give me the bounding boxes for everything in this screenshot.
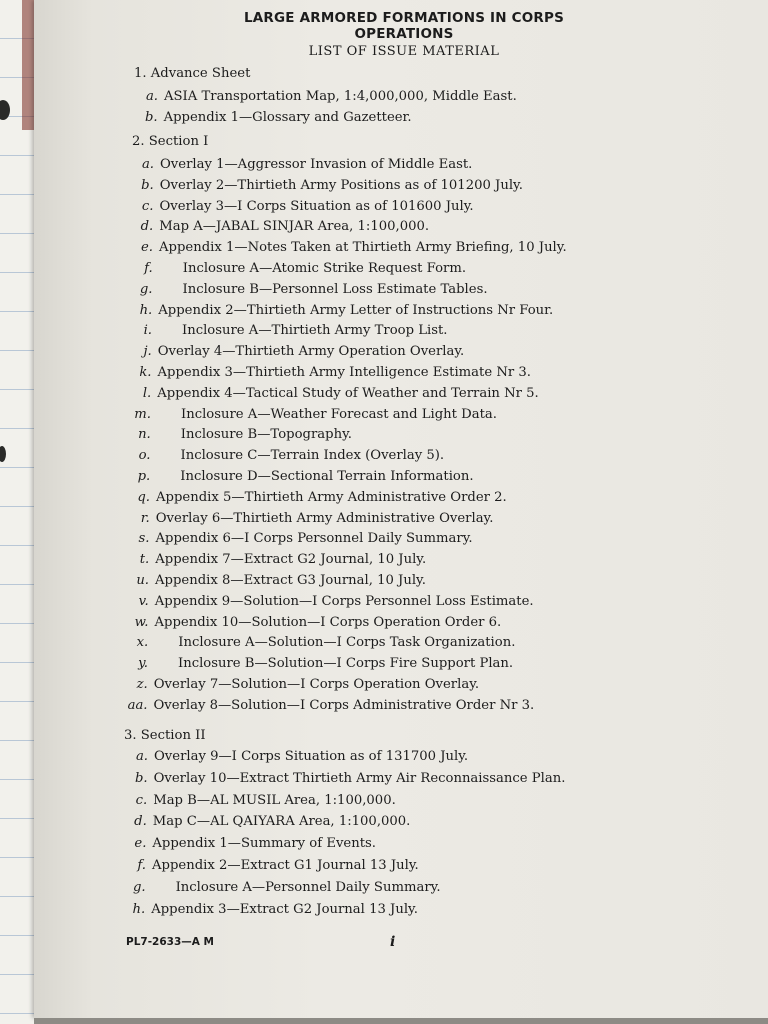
item-letter: b. — [141, 177, 154, 193]
item-text: Overlay 2—Thirtieth Army Positions as of 101200 July. — [159, 177, 523, 193]
binder-hole — [0, 446, 6, 462]
item-letter: c. — [141, 198, 154, 214]
item-text: Map B—AL MUSIL Area, 1:100,000. — [153, 792, 396, 808]
item-letter: d. — [140, 219, 154, 235]
list-item — [126, 635, 515, 650]
page-heading: LARGE ARMORED FORMATIONS IN CORPS OPERATIONS — [243, 10, 565, 42]
item-letter: z. — [136, 677, 148, 692]
item-letter: g. — [132, 879, 146, 895]
list-item — [132, 199, 474, 214]
list-item — [126, 698, 535, 713]
item-text: Overlay 4—Thirtieth Army Operation Overlay. — [157, 344, 465, 360]
item-text: Inclosure C—Terrain Index (Overlay 5). — [180, 448, 445, 464]
item-text: Inclosure B—Topography. — [180, 427, 352, 443]
item-text: Inclosure A—Personnel Daily Summary. — [175, 879, 441, 895]
item-text: Map A—JABAL SINJAR Area, 1:100,000. — [159, 219, 430, 235]
item-text: Appendix 9—Solution—I Corps Personnel Loss Estimate. — [154, 593, 534, 609]
item-letter: h. — [132, 901, 146, 917]
item-text: Appendix 8—Extract G3 Journal, 10 July. — [155, 573, 426, 588]
list-item — [130, 323, 447, 338]
item-text: Appendix 1—Summary of Events. — [152, 836, 376, 852]
list-item — [131, 261, 466, 276]
item-text: Appendix 3—Thirtieth Army Intelligence Estimate Nr 3. — [157, 365, 531, 380]
item-letter: i. — [143, 323, 152, 339]
list-item — [123, 902, 418, 917]
list-item — [125, 793, 396, 808]
item-text: Inclosure A—Atomic Strike Request Form. — [182, 261, 467, 276]
page-subheading: LIST OF ISSUE MATERIAL — [308, 44, 500, 59]
item-text: Inclosure A—Solution—I Corps Task Organization. — [178, 635, 516, 651]
list-item — [131, 219, 429, 234]
document-code: PL7-2633—A M — [126, 936, 215, 948]
notebook-red-edge — [22, 0, 34, 130]
list-item — [136, 89, 517, 104]
item-text: Overlay 3—I Corps Situation as of 101600 July. — [159, 198, 474, 214]
item-text: Appendix 2—Extract G1 Journal 13 July. — [152, 858, 419, 873]
item-letter: e. — [134, 836, 147, 852]
list-item — [124, 880, 441, 895]
list-item — [126, 677, 479, 692]
item-text: Appendix 6—I Corps Personnel Daily Summary. — [155, 531, 473, 547]
item-letter: a. — [141, 157, 154, 172]
list-item — [126, 771, 566, 786]
document-page — [34, 0, 768, 1018]
item-letter: h. — [139, 302, 153, 318]
item-letter: f. — [137, 858, 146, 873]
list-item — [125, 814, 411, 829]
item-letter: b. — [134, 770, 148, 786]
list-item — [130, 303, 553, 318]
item-letter: e. — [141, 240, 153, 256]
item-text: Appendix 5—Thirtieth Army Administrative Order 2. — [156, 489, 507, 505]
page-number: i — [390, 934, 396, 950]
list-item — [128, 511, 494, 526]
list-item — [129, 407, 497, 422]
item-letter: b. — [144, 109, 158, 125]
item-letter: r. — [140, 510, 150, 526]
item-text: Inclosure D—Sectional Terrain Information. — [180, 469, 474, 484]
list-item — [127, 552, 426, 567]
list-item — [127, 615, 502, 630]
list-item — [128, 469, 473, 484]
list-item — [127, 594, 534, 609]
item-letter: w. — [134, 614, 149, 630]
item-letter: n. — [138, 427, 151, 443]
list-item — [131, 240, 567, 255]
list-item — [128, 490, 507, 505]
item-letter: m. — [134, 406, 151, 422]
list-item — [124, 836, 376, 851]
item-letter: a. — [135, 749, 148, 764]
item-letter: k. — [139, 365, 152, 380]
item-letter: x. — [136, 635, 149, 651]
binder-hole — [0, 100, 10, 120]
list-item — [126, 749, 468, 764]
item-letter: t. — [139, 552, 150, 568]
item-text: Appendix 1—Notes Taken at Thirtieth Army Briefing, 10 July. — [159, 240, 567, 256]
page-bottom-edge — [34, 1018, 768, 1024]
item-letter: f. — [144, 261, 153, 276]
list-item — [126, 656, 513, 671]
item-text: Appendix 4—Tactical Study of Weather and Terrain Nr 5. — [157, 385, 539, 401]
item-letter: u. — [136, 573, 149, 588]
item-text: Appendix 2—Thirtieth Army Letter of Instructions Nr Four. — [158, 302, 554, 318]
list-item — [127, 573, 426, 588]
item-letter: g. — [139, 281, 153, 297]
item-text: Overlay 7—Solution—I Corps Operation Overlay. — [153, 677, 480, 692]
item-letter: j. — [143, 344, 152, 360]
list-item — [128, 531, 473, 546]
item-letter: a. — [145, 89, 158, 104]
item-letter: s. — [138, 531, 150, 547]
item-text: Appendix 3—Extract G2 Journal 13 July. — [151, 901, 418, 917]
section-title: 2. Section I — [132, 134, 209, 149]
list-item — [129, 386, 538, 401]
item-text: Appendix 7—Extract G2 Journal, 10 July. — [155, 552, 427, 568]
item-text: Map C—AL QAIYARA Area, 1:100,000. — [152, 814, 411, 830]
list-item — [130, 344, 464, 359]
item-text: ASIA Transportation Map, 1:4,000,000, Middle East. — [164, 89, 517, 104]
item-text: Overlay 1—Aggressor Invasion of Middle East. — [160, 157, 473, 172]
list-item — [129, 427, 352, 442]
item-text: Inclosure B—Personnel Loss Estimate Tables. — [182, 281, 488, 297]
list-item — [130, 365, 531, 380]
item-text: Appendix 10—Solution—I Corps Operation Order 6. — [154, 614, 502, 630]
item-letter: p. — [137, 469, 151, 484]
section-title: 1. Advance Sheet — [134, 66, 251, 81]
item-text: Overlay 6—Thirtieth Army Administrative Overlay. — [155, 510, 494, 526]
item-text: Inclosure B—Solution—I Corps Fire Support Plan. — [178, 656, 514, 672]
list-item — [129, 448, 445, 463]
item-text: Inclosure A—Thirtieth Army Troop List. — [182, 323, 448, 339]
item-letter: l. — [142, 385, 152, 401]
list-item — [131, 282, 488, 297]
item-letter: o. — [138, 448, 151, 464]
item-text: Overlay 10—Extract Thirtieth Army Air Reconnaissance Plan. — [153, 770, 566, 786]
list-item — [124, 858, 419, 873]
item-text: Overlay 9—I Corps Situation as of 131700 July. — [154, 749, 469, 764]
list-item — [132, 157, 472, 172]
list-item — [132, 178, 523, 193]
item-letter: c. — [135, 792, 148, 808]
list-item — [136, 110, 412, 125]
item-letter: d. — [134, 814, 147, 830]
item-letter: q. — [137, 489, 150, 505]
item-text: Overlay 8—Solution—I Corps Administrative Order Nr 3. — [153, 697, 535, 713]
item-letter: aa. — [127, 697, 148, 713]
item-letter: v. — [138, 593, 149, 609]
item-text: Appendix 1—Glossary and Gazetteer. — [163, 109, 412, 125]
item-letter: y. — [138, 656, 148, 672]
section-title: 3. Section II — [124, 728, 206, 743]
item-text: Inclosure A—Weather Forecast and Light Data. — [181, 406, 497, 422]
